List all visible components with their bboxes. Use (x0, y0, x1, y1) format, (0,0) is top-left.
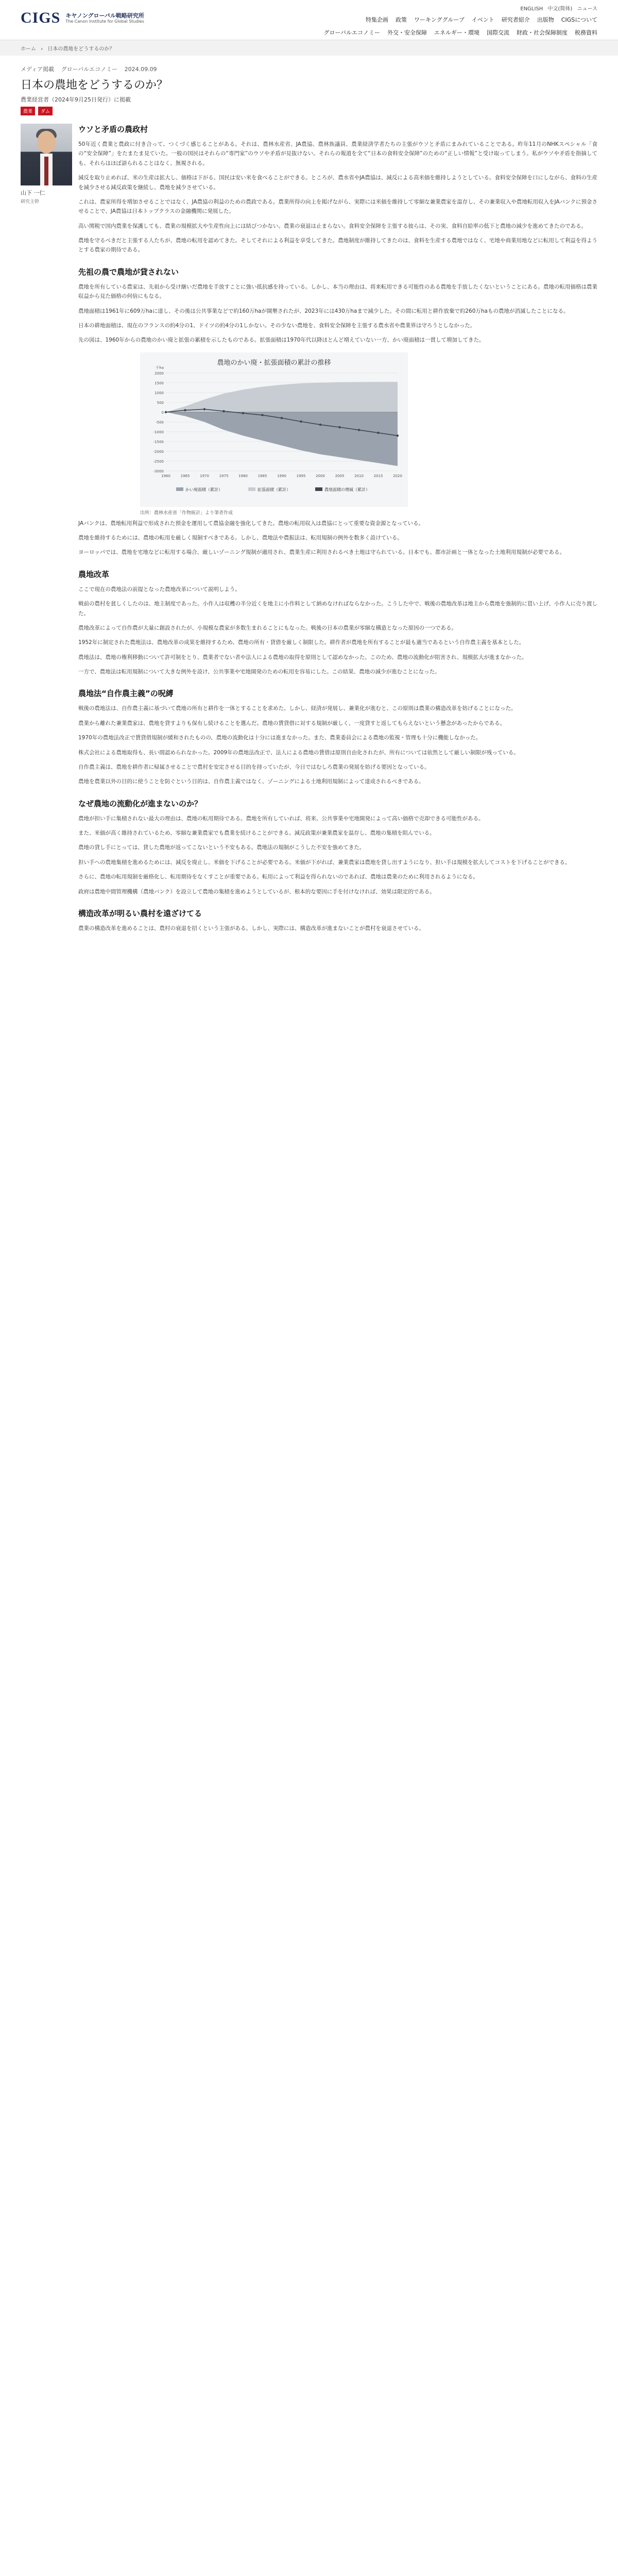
y-tick-label: -500 (156, 420, 164, 425)
series-point-net-change (338, 426, 340, 428)
x-tick-label: 1960 (161, 473, 170, 478)
secondary-nav (324, 28, 597, 37)
site-logo[interactable] (21, 9, 144, 27)
article-content (0, 115, 618, 933)
y-tick-label: -3000 (153, 469, 164, 473)
y-tick-label: -2000 (153, 449, 164, 454)
legend-swatch (315, 487, 322, 491)
author-card (21, 124, 72, 205)
x-tick-label: 2020 (393, 473, 402, 478)
paragraph: 日本の耕地面積は、現在のフランスの約4分の1、ドイツの約4分の1しかない。その少ない農地を、食料安全保障を主張する農水省や農業界は守ろうとしなかった。 (78, 322, 476, 329)
news-link[interactable]: ニュース (577, 6, 597, 12)
legend-label: かい廃面積（累計） (185, 487, 222, 492)
paragraph: 農業から離れた兼業農家は、農地を貸すよりも保有し続けることを選んだ。農地の賃貸借に対する規制が厳しく、一度貸すと返してもらえないという懸念があったからである。 (78, 720, 506, 726)
figure-abandonment-chart (140, 352, 408, 516)
paragraph: 株式会社による農地取得も、長い間認められなかった。2009年の農地法改正で、法人による農地の賃借は原則自由化されたが、所有については依然として厳しい制限が残っている。 (78, 749, 519, 756)
series-point-net-change (397, 434, 399, 436)
paragraph: ここで現在の農地法の前提となった農地改革について説明しよう。 (78, 586, 241, 592)
publication-line: 農業経営者（2024年9月25日発行）に掲載 (21, 96, 131, 103)
paragraph: 農業の構造改革を進めることは、農村の衰退を招くという主張がある。しかし、実際には、構造改革が進まないことが農村を衰退させている。 (78, 925, 424, 931)
nav-about[interactable]: CIGSについて (561, 16, 597, 23)
page-title: 日本の農地をどうするのか？ (21, 79, 168, 92)
paragraph: 農地改革によって自作農が大量に創設されたが、小規模な農家が多数生まれることにもなった。戦後の日本の農業が零細な構造となった原因の一つである。 (78, 624, 457, 631)
nav-events[interactable]: イベント (471, 16, 494, 23)
paragraph: 農地を農業以外の目的に使うことを防ぐという目的は、自作農主義ではなく、ゾーニングによる土地利用規制によって達成されるべきである。 (78, 778, 424, 785)
nav-energy[interactable]: エネルギー・環境 (434, 29, 479, 36)
paragraph: 1952年に制定された農地法は、農地改革の成果を維持するため、農地の所有・貸借を厳しく制限した。耕作者が農地を所有することが最も適当であるという自作農主義を基本とした。 (78, 639, 525, 646)
article-sections-b (78, 519, 597, 934)
article-header (0, 56, 618, 115)
y-tick-label: 2000 (154, 371, 164, 376)
author-photo (21, 124, 72, 185)
y-tick-label: 0 (161, 410, 164, 415)
paragraph: JAバンクは、農地転用利益で形成された預金を運用して農協金融を強化してきた。農地の転用収入は農協にとって重要な資金源となっている。 (78, 520, 424, 527)
paragraph: 農地面積は1961年に609万haに達し、その後は公共事業などで約160万haが開墾されたが、2023年には430万haまで減少した。その間に転用と耕作放棄で約260万haもの農地が消滅したことになる。 (78, 308, 569, 314)
x-tick-label: 2015 (373, 473, 383, 478)
section-heading: 農地改革 (78, 569, 110, 579)
x-tick-label: 1980 (238, 473, 248, 478)
logo-text (65, 12, 144, 24)
paragraph: 政府は農地中間管理機構（農地バンク）を設立して農地の集積を進めようとしているが、根本的な要因に手を付けなければ、効果は限定的である。 (78, 888, 435, 895)
nav-global-economy[interactable]: グローバルエコノミー (323, 29, 380, 36)
series-point-net-change (184, 409, 186, 411)
legend-label: 農地面積の増減（累計） (324, 487, 370, 492)
logo-mark: CIGS (21, 9, 61, 26)
nav-intl-exchange[interactable]: 国際交流 (487, 29, 509, 36)
paragraph: 50年近く農業と農政に付き合って、つくづく感じることがある。それは、農林水産省、JA農協、農林族議員、農業経済学者たちの主張がウソと矛盾にまみれていることである。昨年11月のNHKスペシャル「食の“安全保障”」をたまたま見ていた。一般の国民はそれらの“専門家”のウソや矛盾が見抜けない。それらの報道を全て“日本の食料安全保障”のための“正しい情報”と受け取ってしまう。私がウソや矛盾を指摘しても、それらはほぼ語られることはなく、無視される。 (78, 141, 597, 166)
paragraph: 先の図は、1960年からの農地のかい廃と拡張の累積を示したものである。拡張面積は1970年代以降ほとんど増えていない一方、かい廃面積は一貫して増加してきた。 (78, 337, 485, 344)
series-point-net-change (281, 417, 283, 419)
breadcrumb-current: 日本の農地をどうするのか？ (47, 46, 115, 52)
x-tick-label: 1990 (277, 473, 286, 478)
breadcrumb (0, 40, 618, 56)
chart-canvas (140, 352, 408, 507)
paragraph: 農地を維持するためには、農地の転用を厳しく規制すべきである。しかし、農地法や農振法は、転用規制の例外を数多く設けている。 (78, 535, 403, 541)
primary-nav (366, 15, 597, 24)
tag-agriculture[interactable]: 農業 (21, 107, 35, 115)
paragraph: 農地を所有している農家は、先祖から受け継いだ農地を手放すことに強い抵抗感を持っている。しかし、本当の理由は、将来転用できる可能性のある農地を手放したくないということにある。農地の転用価格は農業収益から見た価格の何倍にもなる。 (78, 283, 597, 300)
legend-swatch (176, 487, 183, 491)
series-point-net-change (300, 420, 302, 422)
site-header (0, 0, 618, 40)
paragraph: 農地の貸し手にとっては、貸した農地が返ってこないという不安もある。農地法の規制がこうした不安を強めてきた。 (78, 844, 365, 851)
article-sections-a (78, 124, 597, 345)
paragraph: 戦後の農地法は、自作農主義に基づいて農地の所有と耕作を一体とすることを求めた。しかし、経済が発展し、兼業化が進むと、この原則は農業の構造改革を妨げることになった。 (78, 705, 517, 712)
section-heading: 構造改革が明るい農村を遠ざけてる (78, 908, 202, 918)
x-tick-label: 2010 (354, 473, 364, 478)
lang-chinese-link[interactable]: 中文(简体) (547, 6, 573, 12)
tag-list (21, 107, 597, 115)
paragraph: また、米価が高く維持されているため、零細な兼業農家でも農業を続けることができる。減反政策が兼業農家を温存し、農地の集積を阻んでいる。 (78, 830, 435, 836)
nav-diplomacy[interactable]: 外交・安全保障 (387, 29, 427, 36)
x-tick-label: 2000 (316, 473, 325, 478)
y-tick-label: 1000 (154, 391, 164, 395)
paragraph: 減反を取り止めれば、米の生産は拡大し、価格は下がる。国民は安い米を食べることができる。ところが、農水省やJA農協は、減反による高米価を維持しようとしている。食料安全保障を口にしながら、食料の生産を減少させる減反政策を継続し、農地を減少させている。 (78, 175, 597, 191)
legend-swatch (248, 487, 255, 491)
series-point-net-change (242, 412, 244, 414)
x-tick-label: 1985 (258, 473, 267, 478)
nav-tax[interactable]: 税務資料 (575, 29, 597, 36)
nav-publications[interactable]: 出版物 (537, 16, 554, 23)
paragraph: 農地が担い手に集積されない最大の理由は、農地の転用期待である。農地を所有していれば、将来、公共事業や宅地開発によって高い価格で売却できる可能性がある。 (78, 815, 484, 822)
chart-title: 農地のかい廃・拡張面積の累計の推移 (217, 359, 331, 367)
x-tick-label: 1970 (200, 473, 209, 478)
paragraph: 担い手への農地集積を進めるためには、減反を廃止し、米価を下げることが必要である。米価が下がれば、兼業農家は農地を貸し出すようになり、担い手は規模を拡大してコストを下げることができる。 (78, 859, 571, 866)
author-name[interactable]: 山下 一仁 (21, 190, 45, 196)
series-point-net-change (377, 432, 379, 434)
nav-feature[interactable]: 特集企画 (365, 16, 388, 23)
paragraph: 1970年の農地法改正で賃貸借規制が緩和されたものの、農地の流動化は十分には進まなかった。また、農業委員会による農地の監視・管理も十分に機能しなかった。 (78, 735, 482, 741)
x-tick-label: 1965 (180, 473, 190, 478)
nav-working-group[interactable]: ワーキンググループ (414, 16, 465, 23)
paragraph: これは、農家所得を増加させることではなく、JA農協の利益のための農政である。農業所得の向上を掲げながら、実際には米価を維持して零細な兼業農家を温存し、その兼業収入や農地転用収入をJAバンクに預金させることで、JA農協は日本トップクラスの金融機関に発展した。 (78, 198, 597, 215)
y-tick-label: 1500 (154, 381, 164, 385)
logo-jp: キヤノングローバル戦略研究所 (65, 12, 144, 19)
chart-source: 出所：農林水産省「作物統計」より筆者作成 (140, 510, 233, 516)
lang-english-link[interactable]: ENGLISH (520, 6, 543, 12)
y-axis-label: 千ha (156, 365, 164, 370)
paragraph: 農地を守るべきだと主張する人たちが、農地の転用を認めてきた。そしてそれによる利益を享受してきた。農地制度が維持してきたのは、食料を生産する農地ではなく、宅地や商業用地などに転用して利益を得ようとする農家の期待である。 (78, 238, 597, 253)
y-tick-label: 500 (157, 400, 164, 405)
series-point-net-change (358, 429, 360, 431)
meta-section[interactable]: グローバルエコノミー (61, 66, 118, 73)
author-role: 研究主幹 (21, 199, 40, 205)
series-point-net-change (165, 411, 167, 413)
section-heading: なぜ農地の流動化が進まないのか？ (78, 799, 202, 808)
series-point-net-change (222, 410, 225, 412)
paragraph: 戦前の農村を貧しくしたのは、地主制度であった。小作人は収穫の半分近くを地主に小作料として納めなければならなかった。こうした中で、戦後の農地改革は地主から農地を強制的に買い上げ、小作人に売り渡した。 (78, 601, 597, 617)
tag-dam[interactable]: ダム (38, 107, 53, 115)
nav-researchers[interactable]: 研究者紹介 (501, 16, 530, 23)
article-meta (21, 65, 597, 73)
logo-en: The Canon Institute for Global Studies (65, 19, 144, 24)
section-heading: ウソと矛盾の農政村 (78, 125, 148, 134)
paragraph: 農地法は、農地の権利移動について許可制をとり、農業者でない者や法人による農地の取得を原則として認めなかった。このため、農地の流動化が阻害され、規模拡大が進まなかった。 (78, 654, 527, 660)
nav-policy[interactable]: 政策 (395, 16, 407, 23)
x-tick-label: 1995 (296, 473, 306, 478)
paragraph: 一方で、農地法は転用規制について大きな例外を設け、公共事業や宅地開発のための転用を容易にした。この結果、農地の減少が進むことになった。 (78, 669, 440, 675)
x-tick-label: 1975 (219, 473, 229, 478)
meta-category[interactable]: メディア掲載 (21, 66, 55, 73)
paragraph: 自作農主義は、農地を耕作者に帰属させることで農村を安定させる目的を持っていたが、今日ではむしろ農業の発展を妨げる要因となっている。 (78, 764, 430, 770)
article-body (78, 115, 597, 933)
meta-date: 2024.09.09 (124, 66, 157, 73)
breadcrumb-home[interactable]: ホーム (21, 46, 36, 52)
section-heading: 先祖の農で農地が貸されない (78, 267, 179, 277)
series-point-net-change (203, 408, 205, 410)
breadcrumb-separator: › (41, 46, 43, 52)
series-point-net-change (261, 414, 263, 416)
paragraph: さらに、農地の転用規制を厳格化し、転用期待をなくすことが重要である。転用によって利益を得られないのであれば、農地は農業のために利用されるようになる。 (78, 874, 478, 880)
y-tick-label: -2500 (153, 459, 164, 464)
section-heading: 農地法“自作農主義”の呪縛 (78, 689, 174, 699)
series-point-net-change (319, 423, 321, 426)
y-tick-label: -1500 (153, 439, 164, 444)
paragraph: ヨーロッパでは、農地を宅地などに転用する場合、厳しいゾーニング規制が適用され、農業生産に利用されるべき土地は守られている。日本でも、都市計画と一体となった土地利用規制が必要である。 (78, 549, 565, 556)
language-links (517, 4, 597, 12)
paragraph: 高い関税で国内農業を保護しても、農業の規模拡大や生産性向上には結びつかない。農業の衰退は止まらない。食料安全保障を主張する彼らは、その実、食料自給率の低下と農地の減少を進めてきたのである。 (78, 223, 587, 229)
x-tick-label: 2005 (335, 473, 345, 478)
y-tick-label: -1000 (153, 430, 164, 434)
nav-fiscal[interactable]: 財政・社会保障制度 (517, 29, 568, 36)
legend-label: 拡張面積（累計） (258, 487, 290, 492)
